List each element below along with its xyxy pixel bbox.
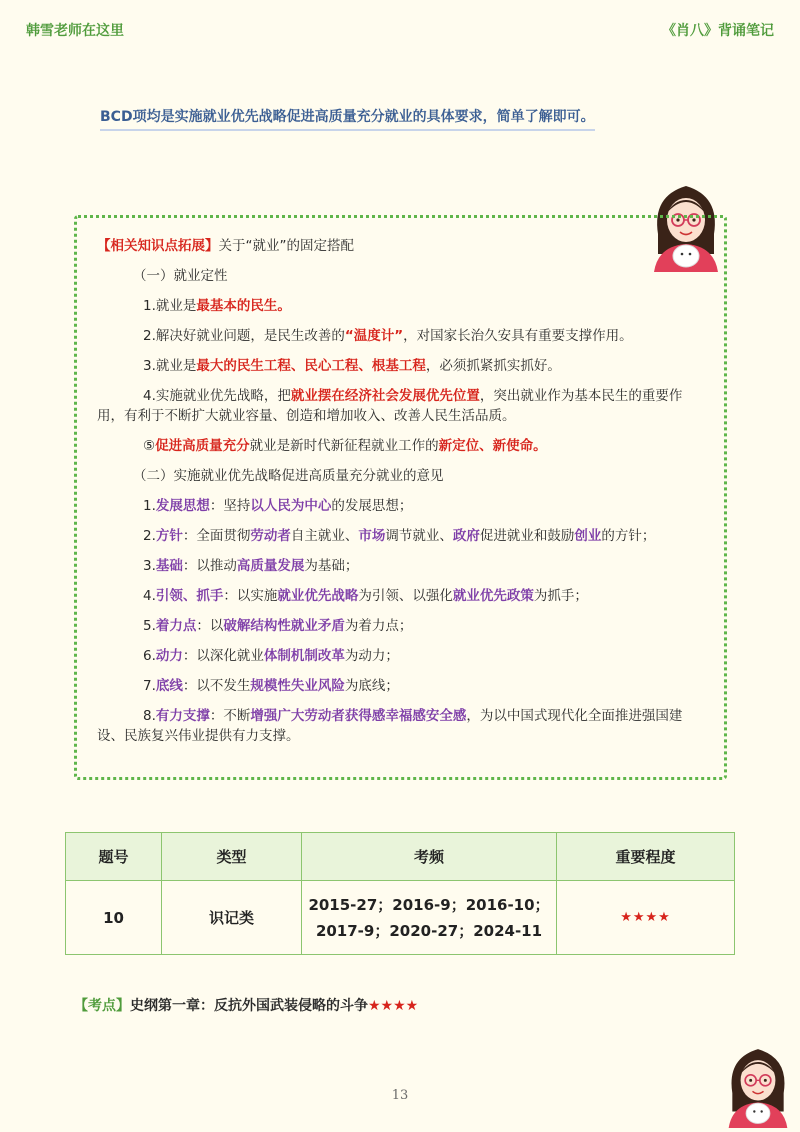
table-row: [66, 881, 735, 955]
exam-frequency: 2015-27；2016-9；2016-10； 2017-9；2020-27；2024-11: [302, 881, 557, 955]
exam-point: 【考点】史纲第一章：反抗外国武装侵略的斗争★★★★: [74, 998, 419, 1014]
table-header: 重要程度: [557, 833, 735, 881]
teacher-avatar-icon: [722, 1040, 794, 1128]
page-number: 13: [391, 1088, 409, 1103]
box-line: 7.底线：以不发生规模性失业风险为底线；: [143, 678, 399, 694]
box-line: 4.引领、抓手：以实施就业优先战略为引领、以强化就业优先政策为抓手；: [143, 588, 588, 604]
box-line: 2.解决好就业问题，是民生改善的“温度计”，对国家长治久安具有重要支撑作用。: [143, 328, 633, 344]
importance-stars: ★★★★: [557, 881, 735, 955]
box-line: 4.实施就业优先战略，把就业摆在经济社会发展优先位置，突出就业作为基本民生的重要作用，有利于不断扩大就业容量、创造和增加收入、改善人民生活品质。: [97, 388, 683, 424]
header-right: 《肖八》背诵笔记: [662, 23, 774, 39]
section-heading: （一）就业定性: [133, 268, 228, 284]
exam-info-table: [65, 832, 735, 955]
table-header: 类型: [162, 833, 302, 881]
table-header: 题号: [66, 833, 162, 881]
table-header: 考频: [302, 833, 557, 881]
header-left: 韩雪老师在这里: [26, 23, 124, 39]
box-line: ⑤促进高质量充分就业是新时代新征程就业工作的新定位、新使命。: [143, 438, 547, 454]
box-line: 3.基础：以推动高质量发展为基础；: [143, 558, 359, 574]
knowledge-extension-box: [74, 215, 727, 780]
section-heading: （二）实施就业优先战略促进高质量充分就业的意见: [133, 468, 444, 484]
box-line: 1.发展思想：坚持以人民为中心的发展思想；: [143, 498, 413, 514]
box-title: 【相关知识点拓展】关于“就业”的固定搭配: [97, 238, 354, 254]
intro-note: BCD项均是实施就业优先战略促进高质量充分就业的具体要求，简单了解即可。: [100, 106, 595, 131]
box-line: 5.着力点：以破解结构性就业矛盾为着力点；: [143, 618, 413, 634]
box-line: 2.方针：全面贯彻劳动者自主就业、市场调节就业、政府促进就业和鼓励创业的方针；: [143, 528, 656, 544]
box-line: 8.有力支撑：不断增强广大劳动者获得感幸福感安全感，为以中国式现代化全面推进强国建设、民族复兴伟业提供有力支撑。: [97, 708, 683, 744]
question-type: 识记类: [162, 881, 302, 955]
box-line: 3.就业是最大的民生工程、民心工程、根基工程，必须抓紧抓实抓好。: [143, 358, 561, 374]
question-number: 10: [66, 881, 162, 955]
box-line: 1.就业是最基本的民生。: [143, 298, 291, 314]
box-line: 6.动力：以深化就业体制机制改革为动力；: [143, 648, 399, 664]
